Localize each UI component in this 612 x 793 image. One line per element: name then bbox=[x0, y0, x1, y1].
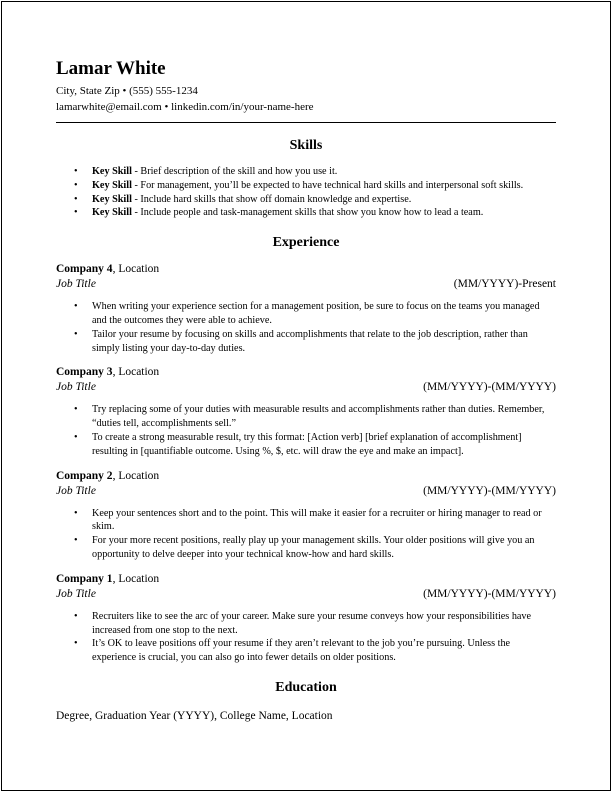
company-location: , Location bbox=[112, 469, 160, 482]
experience-section bbox=[56, 262, 556, 665]
job-entry bbox=[56, 469, 556, 562]
job-bullets bbox=[56, 507, 556, 562]
job-entry bbox=[56, 262, 556, 355]
job-bullet: • It’s OK to leave positions off your resume if they aren’t relevant to the job you’re pursuing. Unless the experience is crucial, you can also go into fewer details on older positions. bbox=[74, 637, 556, 665]
job-bullet: • Tailor your resume by focusing on skills and accomplishments that relate to the job description, rather than simply listing your day-to-day duties. bbox=[74, 328, 556, 356]
skill-description: - For management, you’ll be expected to have technical hard skills and interpersonal soft skills. bbox=[131, 179, 524, 191]
job-entry bbox=[56, 365, 556, 458]
skill-description: - Brief description of the skill and how you use it. bbox=[131, 166, 338, 177]
job-title: Job Title bbox=[56, 381, 96, 394]
job-title-line bbox=[56, 379, 556, 396]
education-heading: Education bbox=[275, 679, 337, 695]
job-bullet: • To create a strong measurable result, try this format: [Action verb] [brief explanation of accomplishment] resulting in [quantifiable outcome. Using %, $, etc. will draw the eye and make an impact]. bbox=[74, 431, 556, 459]
skill-item bbox=[74, 193, 556, 207]
job-entry bbox=[56, 572, 556, 665]
job-bullets bbox=[56, 300, 556, 355]
job-bullet: • When writing your experience section for a management position, be sure to focus on the teams you managed and the outcomes they were able to achieve. bbox=[74, 300, 556, 328]
job-dates: (MM/YYYY)-(MM/YYYY) bbox=[423, 587, 556, 600]
job-dates: (MM/YYYY)-(MM/YYYY) bbox=[423, 484, 556, 497]
skills-heading: Skills bbox=[289, 138, 323, 153]
company-name: Company 3 bbox=[56, 366, 113, 379]
job-bullets bbox=[56, 403, 556, 458]
contact-line-email-linkedin: lamarwhite@email.com • linkedin.com/in/your-name-here bbox=[56, 101, 314, 113]
skill-label: Key Skill bbox=[92, 179, 132, 191]
company-line bbox=[56, 262, 556, 276]
job-title: Job Title bbox=[56, 484, 96, 497]
education-entry: Degree, Graduation Year (YYYY), College Name, Location bbox=[56, 709, 333, 722]
skills-list bbox=[56, 165, 556, 220]
company-location: , Location bbox=[112, 263, 160, 276]
skill-description: - Include hard skills that show off domain knowledge and expertise. bbox=[131, 193, 412, 205]
job-title-line bbox=[56, 483, 556, 500]
company-name: Company 1 bbox=[56, 572, 113, 585]
job-title-line bbox=[56, 586, 556, 603]
company-name: Company 4 bbox=[56, 263, 113, 276]
skill-item bbox=[74, 165, 556, 179]
company-location: , Location bbox=[112, 366, 160, 379]
job-bullet: • Try replacing some of your duties with measurable results and accomplishments rather than duties. Remember, “duties tell, accomplishments sell.” bbox=[74, 403, 556, 431]
skill-label: Key Skill bbox=[92, 193, 132, 205]
skill-item bbox=[74, 179, 556, 193]
job-title: Job Title bbox=[56, 278, 96, 291]
job-bullet: • Recruiters like to see the arc of your career. Make sure your resume conveys how your responsibilities have increased from one stop to the next. bbox=[74, 610, 556, 638]
skill-description: - Include people and task-management skills that show you know how to lead a team. bbox=[131, 207, 484, 219]
job-bullet: • Keep your sentences short and to the point. This will make it easier for a recruiter or hiring manager to read or skim. bbox=[74, 507, 556, 535]
experience-heading: Experience bbox=[272, 235, 340, 251]
contact-line-location-phone: City, State Zip • (555) 555-1234 bbox=[56, 85, 198, 97]
company-line bbox=[56, 365, 556, 379]
header-divider bbox=[56, 122, 556, 123]
skill-label: Key Skill bbox=[92, 207, 132, 219]
company-line bbox=[56, 469, 556, 483]
job-dates: (MM/YYYY)-Present bbox=[453, 278, 556, 291]
job-dates: (MM/YYYY)-(MM/YYYY) bbox=[423, 381, 556, 394]
skill-label: Key Skill bbox=[92, 166, 132, 177]
job-title: Job Title bbox=[56, 587, 96, 600]
skill-item bbox=[74, 206, 556, 220]
job-title-line bbox=[56, 276, 556, 293]
job-bullets bbox=[56, 610, 556, 665]
company-line bbox=[56, 572, 556, 586]
company-location: , Location bbox=[112, 572, 160, 585]
resume-page bbox=[1, 1, 611, 791]
applicant-name: Lamar White bbox=[56, 58, 166, 79]
job-bullet: • For your more recent positions, really play up your management skills. Your older positions will give you an opportunity to delve deeper into your technical know-how and hard skills. bbox=[74, 534, 556, 562]
company-name: Company 2 bbox=[56, 469, 113, 482]
